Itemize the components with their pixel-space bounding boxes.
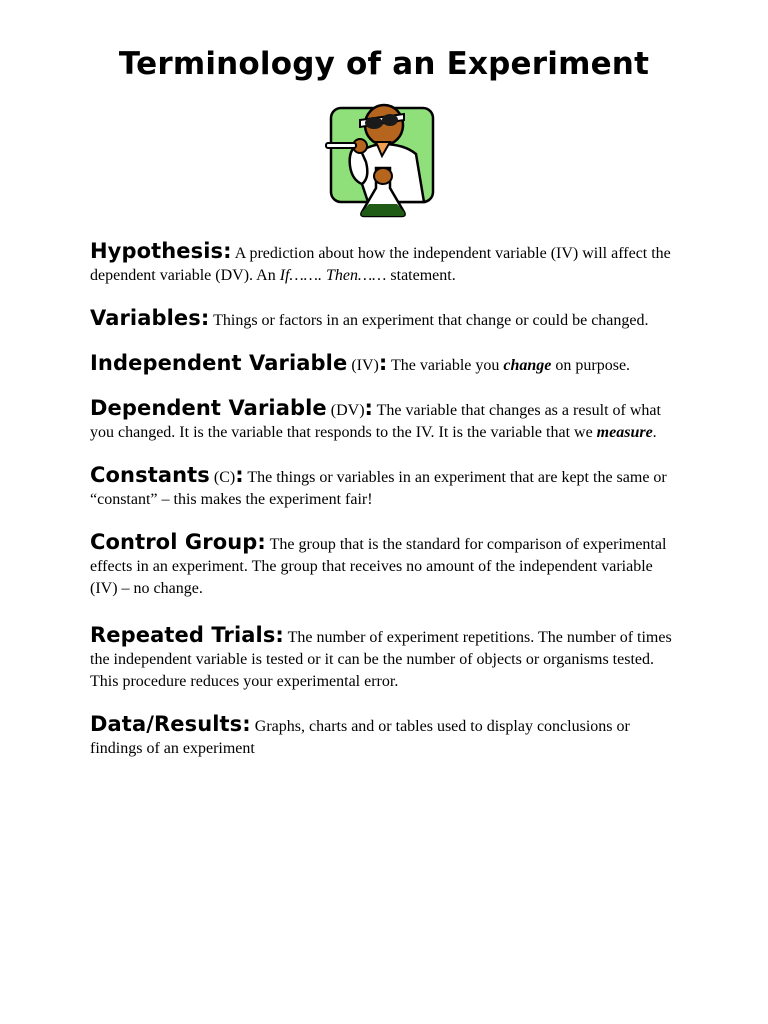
term-abbreviation: (C): [213, 469, 236, 486]
page-title: Terminology of an Experiment: [118, 46, 650, 82]
term-name: Data/Results:: [90, 712, 251, 736]
term-definition-end: .: [652, 424, 657, 441]
term-dependent-variable: [90, 397, 680, 444]
term-definition-end: statement.: [386, 267, 456, 284]
then-phrase: Then……: [321, 267, 387, 284]
term-definition-end: on purpose.: [551, 357, 631, 374]
term-name: Dependent Variable: [90, 396, 327, 420]
scientist-with-flask-icon: [324, 100, 440, 218]
term-definition: The number of experiment repetitions. The number of times the independent variable is tested or it can be the number of objects or organisms tested. This procedure reduces your experimental error.: [90, 629, 672, 690]
term-definition: The variable you: [390, 357, 504, 374]
term-repeated-trials: [90, 624, 680, 693]
term-definition: Things or factors in an experiment that change or could be changed.: [213, 312, 649, 329]
term-colon: :: [364, 396, 373, 420]
term-definition: The things or variables in an experiment that are kept the same or “constant” – this makes the experiment fair!: [90, 469, 667, 508]
term-abbreviation: (IV): [351, 357, 379, 374]
term-hypothesis: [90, 240, 680, 287]
if-phrase: If…….: [279, 267, 322, 284]
term-name: Variables:: [90, 306, 210, 330]
term-name: Repeated Trials:: [90, 623, 284, 647]
term-constants: [90, 464, 680, 511]
term-abbreviation: (DV): [330, 402, 365, 419]
emphasis-word: change: [503, 357, 552, 374]
term-definition: The variable that changes as a result of what you changed. It is the variable that responds to the IV. It is the variable that we: [90, 402, 661, 441]
term-variables: [90, 307, 680, 332]
emphasis-word: measure: [596, 424, 653, 441]
term-definition: Graphs, charts and or tables used to display conclusions or findings of an experiment: [90, 718, 630, 757]
term-name: Control Group:: [90, 530, 266, 554]
term-name: Constants: [90, 463, 210, 487]
term-colon: :: [235, 463, 244, 487]
term-name: Independent Variable: [90, 351, 348, 375]
term-data-results: [90, 713, 680, 760]
term-name: Hypothesis:: [90, 239, 232, 263]
term-definition: A prediction about how the independent variable (IV) will affect the dependent variable (DV). An: [90, 245, 671, 284]
term-colon: :: [378, 351, 388, 375]
term-control-group: [90, 531, 680, 600]
term-independent-variable: [90, 352, 680, 377]
terms-list: [90, 240, 680, 780]
term-definition: The group that is the standard for comparison of experimental effects in an experiment. The group that receives no amount of the independent variable (IV) – no change.: [90, 536, 667, 597]
